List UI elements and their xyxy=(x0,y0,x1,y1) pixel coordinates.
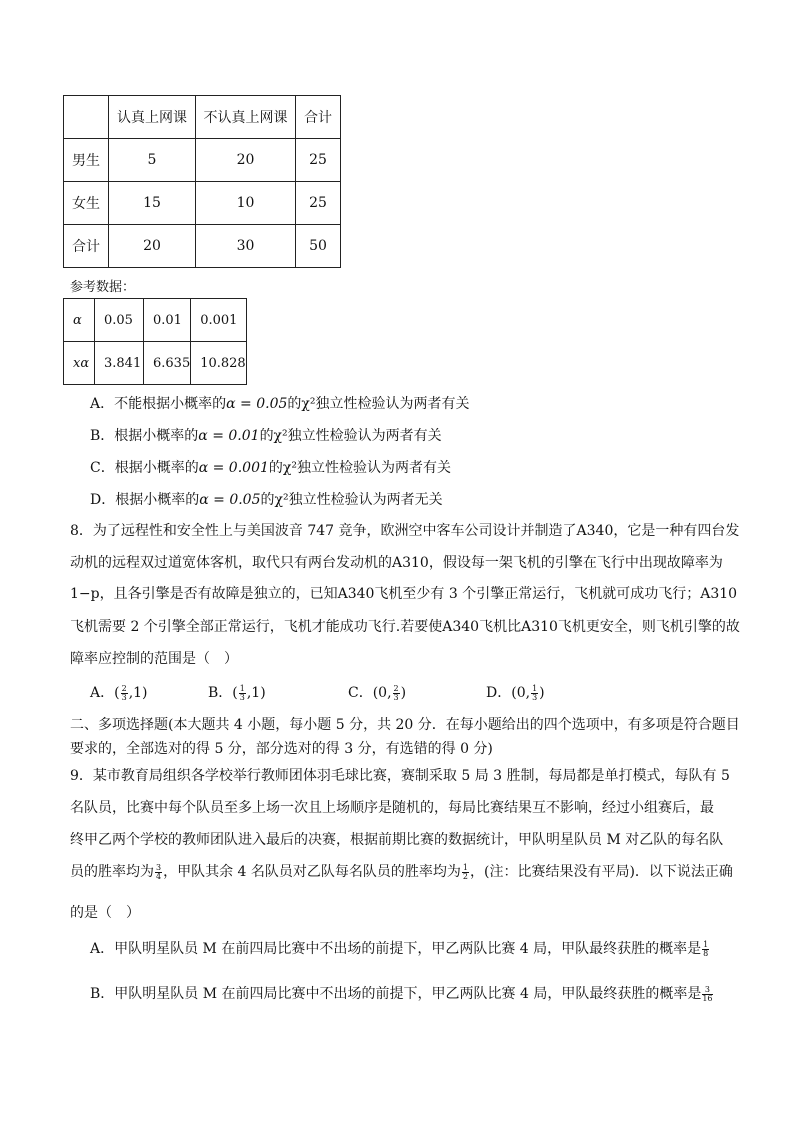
table-cell: 0.05 xyxy=(95,299,144,342)
q8-option-b: B．( $\frac{1}{3}$ ,1) xyxy=(208,683,266,702)
q9-text: 员的胜率均为 xyxy=(70,864,154,880)
q9-text: ，甲队其余 4 名队员对乙队每名队员的胜率均为 xyxy=(163,864,461,880)
fraction xyxy=(531,685,538,702)
fraction-numerator: 2 xyxy=(393,683,399,693)
option-text: 的χ²独立性检验认为两者无关 xyxy=(260,492,443,508)
q8-option-a: A．( $\frac{2}{3}$ ,1) xyxy=(90,683,148,702)
reference-data-label: 参考数据： xyxy=(70,280,136,295)
table-cell: 女生 xyxy=(64,182,109,225)
option-text: B．根据小概率的 xyxy=(90,428,199,444)
fraction-numerator: 3 xyxy=(702,986,712,995)
option-text: ,1) xyxy=(246,685,266,701)
fraction-denominator: 2 xyxy=(462,871,468,881)
q8-option-d: D．(0, $\frac{1}{3}$ ) xyxy=(486,683,545,702)
math-expression: α = 0.05 xyxy=(226,396,288,412)
option-text: C．根据小概率的 xyxy=(90,460,199,476)
table-cell: 20 xyxy=(109,225,196,268)
table-cell: 25 xyxy=(296,182,341,225)
table-cell: 合计 xyxy=(64,225,109,268)
fraction-numerator: 1 xyxy=(239,683,245,693)
table-cell: 不认真上网课 xyxy=(196,96,296,139)
q9-text: ，(注：比赛结果没有平局)．以下说法正确 xyxy=(470,864,733,880)
q8-option-c: C．(0, $\frac{2}{3}$ ) xyxy=(348,683,407,702)
fraction-numerator: 2 xyxy=(121,683,127,693)
table-cell: 10.828 xyxy=(191,342,247,385)
table-cell: 30 xyxy=(196,225,296,268)
section-heading-line-1: 二、多项选择题(本大题共 4 小题，每小题 5 分，共 20 分．在每小题给出的四个选项中，有多项是符合题目 xyxy=(70,717,740,733)
q9-option-b xyxy=(90,983,750,1003)
q9-line-1: 9．某市教育局组织各学校举行教师团体羽毛球比赛，赛制采取 5 局 3 胜制，每局都是单打模式，每队有 5 xyxy=(70,768,730,784)
table-cell: 25 xyxy=(296,139,341,182)
table-cell: 3.841 xyxy=(95,342,144,385)
q9-line-2: 名队员，比赛中每个队员至多上场一次且上场顺序是随机的，每局比赛结果互不影响，经过小组赛后，最 xyxy=(70,800,714,816)
table-row xyxy=(64,342,247,385)
q8-line-3: 1−p，且各引擎是否有故障是独立的，已知A340飞机至少有 3 个引擎正常运行，飞机就可成功飞行；A310 xyxy=(70,586,738,602)
table-cell: 6.635 xyxy=(144,342,191,385)
option-label: B． xyxy=(208,685,233,701)
q7-option-b xyxy=(90,425,750,445)
table-row xyxy=(64,182,341,225)
table-header-row xyxy=(64,96,341,139)
fraction-denominator: 3 xyxy=(532,692,538,702)
option-text: A．不能根据小概率的 xyxy=(90,396,227,412)
q9-option-a xyxy=(90,938,750,958)
table-cell: 15 xyxy=(109,182,196,225)
q8-line-4: 飞机需要 2 个引擎全部正常运行，飞机才能成功飞行.若要使A340飞机比A310飞机更安全，则飞机引擎的故 xyxy=(70,619,740,635)
table-cell: 合计 xyxy=(296,96,341,139)
option-text: (0, xyxy=(511,685,531,701)
q9-line-3: 终甲乙两个学校的教师团队进入最后的决赛，根据前期比赛的数据统计，甲队明星队员 M 对乙队的每名队 xyxy=(70,832,724,848)
fraction-denominator: 3 xyxy=(239,692,245,702)
fraction xyxy=(702,941,709,958)
option-text: D．根据小概率的 xyxy=(90,492,200,508)
table-cell: 认真上网课 xyxy=(109,96,196,139)
option-text: 的χ²独立性检验认为两者有关 xyxy=(268,460,451,476)
table-cell: 20 xyxy=(196,139,296,182)
fraction xyxy=(393,685,400,702)
q8-line-5: 障率应控制的范围是（ ） xyxy=(70,651,238,667)
option-text: 的χ²独立性检验认为两者有关 xyxy=(259,428,442,444)
fraction-numerator: 1 xyxy=(532,683,538,693)
table-row xyxy=(64,225,341,268)
table-cell: xα xyxy=(64,342,95,385)
table-cell: 50 xyxy=(296,225,341,268)
table-row xyxy=(64,299,247,342)
table-cell xyxy=(64,96,109,139)
option-label: A． xyxy=(90,685,115,701)
fraction xyxy=(121,685,128,702)
q7-option-d xyxy=(90,489,750,509)
fraction-denominator: 3 xyxy=(121,692,127,702)
table-row xyxy=(64,139,341,182)
q7-option-c xyxy=(90,457,750,477)
fraction-denominator: 8 xyxy=(703,948,709,958)
fraction-numerator: 3 xyxy=(156,862,162,872)
contingency-table xyxy=(63,95,341,268)
table-cell: 0.001 xyxy=(191,299,247,342)
option-text: ,1) xyxy=(128,685,148,701)
option-text: 的χ²独立性检验认为两者有关 xyxy=(287,396,470,412)
fraction xyxy=(155,864,162,881)
section-heading-line-2: 要求的，全部选对的得 5 分，部分选对的得 3 分，有选错的得 0 分) xyxy=(70,741,493,757)
table-cell: 男生 xyxy=(64,139,109,182)
fraction-numerator: 1 xyxy=(703,939,709,949)
q8-line-2: 动机的远程双过道宽体客机，取代只有两台发动机的A310，假设每一架飞机的引擎在飞行中出现故障率为 xyxy=(70,555,723,571)
option-label: D． xyxy=(486,685,512,701)
table-cell: α xyxy=(64,299,95,342)
fraction-denominator: 4 xyxy=(156,871,162,881)
table-cell: 5 xyxy=(109,139,196,182)
table-cell: 0.01 xyxy=(144,299,191,342)
option-label: C． xyxy=(348,685,373,701)
option-text: B．甲队明星队员 M 在前四局比赛中不出场的前提下，甲乙两队比赛 4 局，甲队最终获胜的概率是 xyxy=(90,986,702,1002)
fraction xyxy=(239,685,246,702)
fraction-denominator: 3 xyxy=(393,692,399,702)
fraction-numerator: 1 xyxy=(462,862,468,872)
option-text: (0, xyxy=(372,685,392,701)
math-expression: α = 0.01 xyxy=(198,428,260,444)
critical-value-table xyxy=(63,298,247,385)
fraction xyxy=(702,986,712,1003)
q9-line-5: 的是（ ） xyxy=(70,905,140,921)
fraction-denominator: 16 xyxy=(702,993,713,1003)
math-expression: α = 0.05 xyxy=(199,492,261,508)
q8-line-1: 8．为了远程性和安全性上与美国波音 747 竞争，欧洲空中客车公司设计并制造了A340，它是一种有四台发 xyxy=(70,523,740,539)
fraction xyxy=(462,864,469,881)
q7-option-a xyxy=(90,393,750,413)
q9-line-4 xyxy=(70,861,733,881)
math-expression: α = 0.001 xyxy=(198,460,269,476)
option-text: A．甲队明星队员 M 在前四局比赛中不出场的前提下，甲乙两队比赛 4 局，甲队最终获胜的概率是 xyxy=(90,941,702,957)
table-cell: 10 xyxy=(196,182,296,225)
